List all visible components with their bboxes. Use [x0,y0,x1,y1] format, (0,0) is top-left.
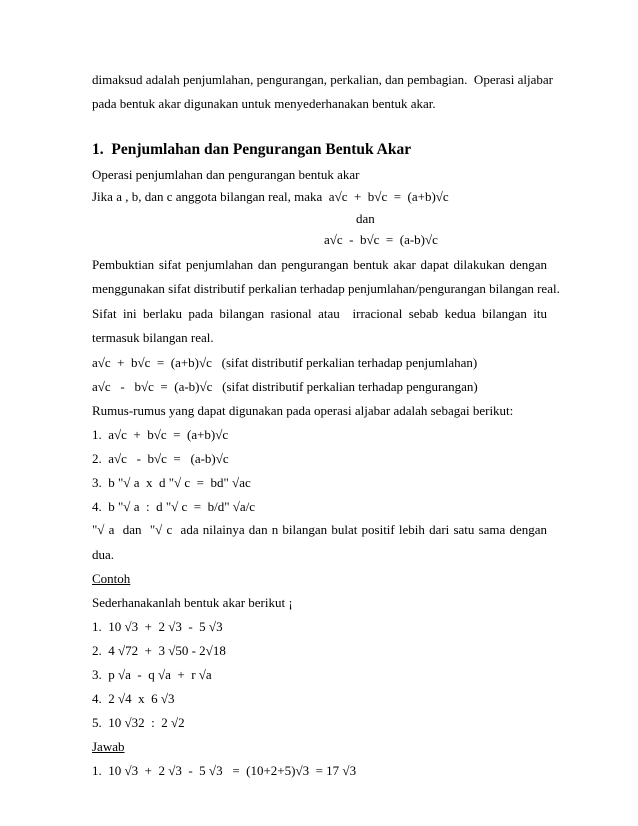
note-line: "√ a dan "√ c ada nilainya dan n bilangan bulat positif lebih dari satu sama dengan [92,522,547,537]
explanation-line: Pembuktian sifat penjumlahan dan pengurangan bentuk akar dapat dilakukan dengan [92,257,547,272]
intro-line: dimaksud adalah penjumlahan, pengurangan, perkalian, dan pembagian. Operasi aljabar [92,72,553,87]
section-heading: 1. Penjumlahan dan Pengurangan Bentuk Akar [92,141,412,158]
problem-item: 2. 4 √72 + 3 √50 - 2√18 [92,643,226,658]
problem-item: 4. 2 √4 x 6 √3 [92,691,175,706]
formula-item: 3. b "√ a x d "√ c = bd" √ac [92,475,251,490]
note-line: dua. [92,547,115,562]
problem-item: 1. 10 √3 + 2 √3 - 5 √3 [92,619,223,634]
problem-item: 3. p √a - q √a + r √a [92,667,212,682]
property-line: a√c + b√c = (a+b)√c (sifat distributif perkalian terhadap penjumlahan) [92,355,478,370]
explanation-line: menggunakan sifat distributif perkalian terhadap penjumlahan/pengurangan bilangan real. [92,281,560,296]
subtraction-rule: a√c - b√c = (a-b)√c [324,232,438,247]
and-connector: dan [356,211,375,226]
formula-item: 2. a√c - b√c = (a-b)√c [92,451,229,466]
property-line: a√c - b√c = (a-b)√c (sifat distributif perkalian terhadap pengurangan) [92,379,478,394]
explanation-line: termasuk bilangan real. [92,330,214,345]
example-instruction: Sederhanakanlah bentuk akar berikut ¡ [92,595,293,610]
answer-label: Jawab [92,739,125,754]
example-label: Contoh [92,571,131,586]
formula-item: 4. b "√ a : d "√ c = b/d" √a/c [92,499,256,514]
problem-item: 5. 10 √32 : 2 √2 [92,715,185,730]
premise-rule: Jika a , b, dan c anggota bilangan real, maka a√c + b√c = (a+b)√c [92,189,449,204]
explanation-line: Sifat ini berlaku pada bilangan rasional atau irracional sebab kedua bilangan itu [92,306,547,321]
formula-item: 1. a√c + b√c = (a+b)√c [92,427,229,442]
section-subtitle: Operasi penjumlahan dan pengurangan bentuk akar [92,167,360,182]
formulas-intro: Rumus-rumus yang dapat digunakan pada operasi aljabar adalah sebagai berikut: [92,403,514,418]
solution-item: 1. 10 √3 + 2 √3 - 5 √3 = (10+2+5)√3 = 17 √3 [92,763,357,778]
intro-line: pada bentuk akar digunakan untuk menyederhanakan bentuk akar. [92,96,436,111]
